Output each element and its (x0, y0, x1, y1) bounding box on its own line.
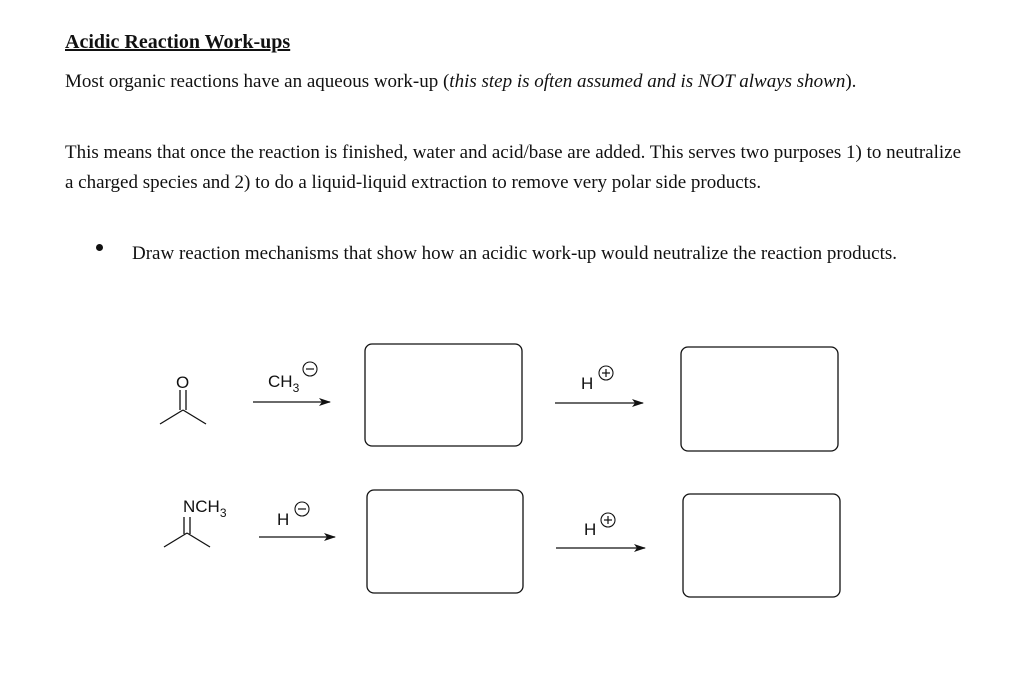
reagent-hydride (277, 502, 309, 529)
answer-box-1a[interactable] (365, 344, 522, 446)
para1-italic-note: this step is often assumed and is NOT always shown (449, 71, 846, 92)
imine-structure (164, 497, 227, 547)
answer-box-2b[interactable] (683, 494, 840, 597)
answer-box-1b[interactable] (681, 347, 838, 451)
reagent-proton-2 (584, 513, 615, 539)
reagent-proton-1 (581, 366, 613, 393)
para1-suffix: ). (845, 71, 857, 92)
reagent-methyl-anion (268, 362, 317, 395)
acetone-structure (160, 373, 206, 424)
nch3-label: $NCH_3$ (183, 497, 227, 520)
page-heading: Acidic Reaction Work-ups (65, 31, 291, 53)
bullet-instruction: Draw reaction mechanisms that show how an acidic work-up would neutralize the reaction products. (132, 243, 898, 264)
oxygen-label: O (176, 373, 190, 392)
reagent2-text-2: H (584, 520, 597, 539)
paragraph-workup-purpose: This means that once the reaction is finished, water and acid/base are added. This serves two purposes 1) to neutralize a charged species and 2) to do a liquid-liquid extraction to remove very polar side products. (65, 142, 962, 193)
para1-prefix: Most organic reactions have an aqueous work-up ( (65, 71, 450, 92)
reagent2-text-1: H (581, 374, 594, 393)
reagent1-text: $CH_3$ (268, 372, 300, 395)
answer-box-2a[interactable] (367, 490, 523, 593)
reagent1-text-2: H (277, 510, 290, 529)
